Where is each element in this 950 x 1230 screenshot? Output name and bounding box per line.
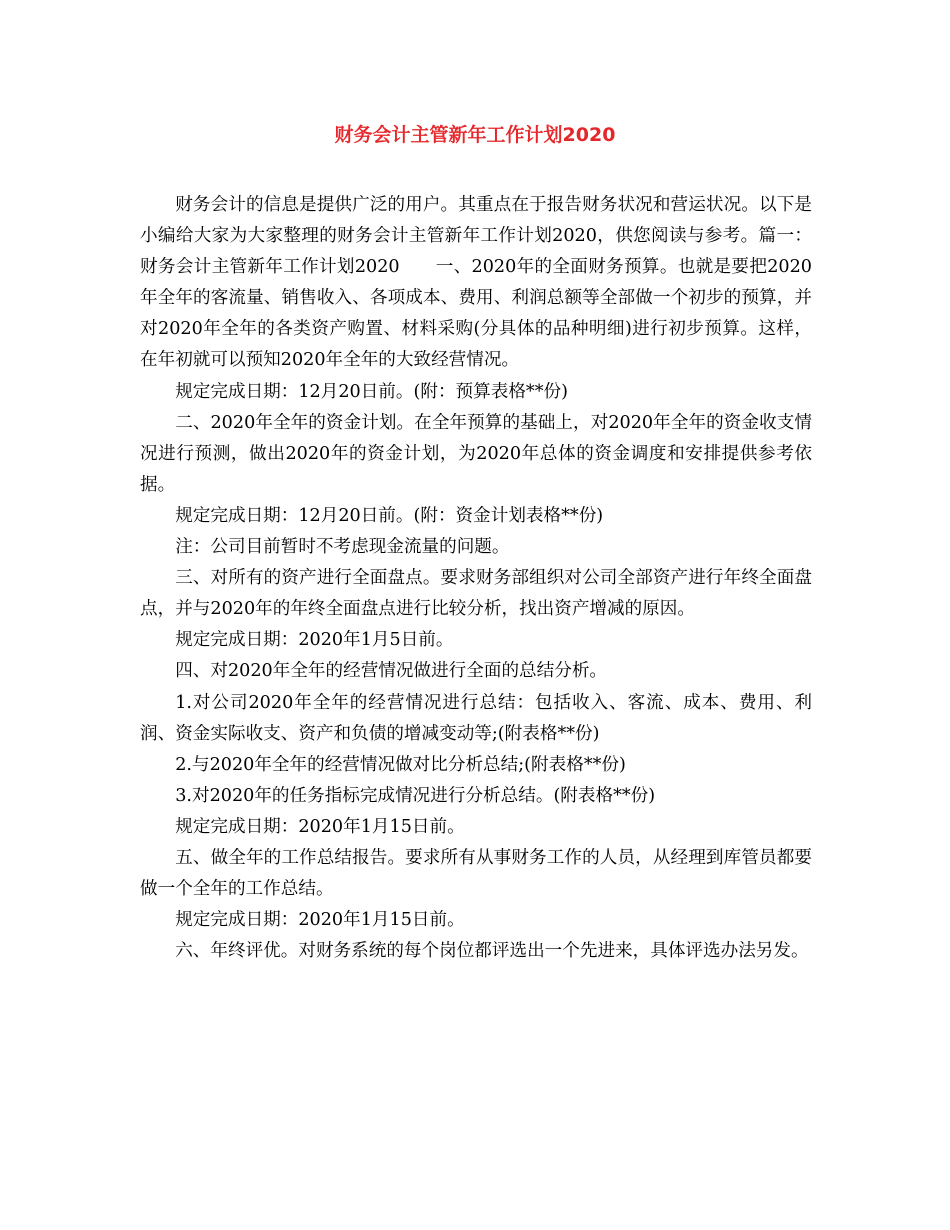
paragraph-deadline-3: 规定完成日期：2020年1月5日前。 <box>175 630 454 651</box>
paragraph-section-5: 五、做全年的工作总结报告。要求所有从事财务工作的人员，从经理到库管员都要做一个全年的工作总结。 <box>140 847 812 900</box>
paragraph-intro: 财务会计的信息是提供广泛的用户。其重点在于报告财务状况和营运状况。以下是小编给大家为大家整理的财务会计主管新年工作计划2020，供您阅读与参考。篇一：财务会计主管新年工作计划2020 一、2020年的全面财务预算。也就是要把2020年全年的客流量、销售收入、各项成本、费用、利润总额等全部做一个初步的预算，并对2020年全年的各类资产购置、材料采购(分具体的品种明细)进行初步预算。这样，在年初就可以预知2020年全年的大致经营情况。 <box>140 195 812 371</box>
paragraph-section-3: 三、对所有的资产进行全面盘点。要求财务部组织对公司全部资产进行年终全面盘点，并与2020年的年终全面盘点进行比较分析，找出资产增减的原因。 <box>140 568 812 620</box>
paragraph-deadline-5: 规定完成日期：2020年1月15日前。 <box>175 910 465 931</box>
paragraph-section-4: 四、对2020年全年的经营情况做进行全面的总结分析。 <box>175 661 608 682</box>
paragraph-deadline-1: 规定完成日期：12月20日前。(附：预算表格**份) <box>175 381 568 402</box>
paragraph-item-4-1: 1.对公司2020年全年的经营情况进行总结：包括收入、客流、成本、费用、利润、资金实际收支、资产和负债的增减变动等;(附表格**份) <box>140 692 812 744</box>
paragraph-section-6: 六、年终评优。对财务系统的每个岗位都评选出一个先进来，具体评选办法另发。 <box>175 941 809 962</box>
paragraph-item-4-2: 2.与2020年全年的经营情况做对比分析总结;(附表格**份) <box>175 754 626 775</box>
document-body <box>140 190 812 967</box>
paragraph-deadline-4: 规定完成日期：2020年1月15日前。 <box>175 816 465 837</box>
document-title: 财务会计主管新年工作计划2020 <box>334 124 616 146</box>
paragraph-note: 注：公司目前暂时不考虑现金流量的问题。 <box>175 537 510 558</box>
paragraph-deadline-2: 规定完成日期：12月20日前。(附：资金计划表格**份) <box>175 505 604 526</box>
paragraph-section-2: 二、2020年全年的资金计划。在全年预算的基础上，对2020年全年的资金收支情况进行预测，做出2020年的资金计划，为2020年总体的资金调度和安排提供参考依据。 <box>140 412 812 495</box>
paragraph-item-4-3: 3.对2020年的任务指标完成情况进行分析总结。(附表格**份) <box>175 785 656 806</box>
